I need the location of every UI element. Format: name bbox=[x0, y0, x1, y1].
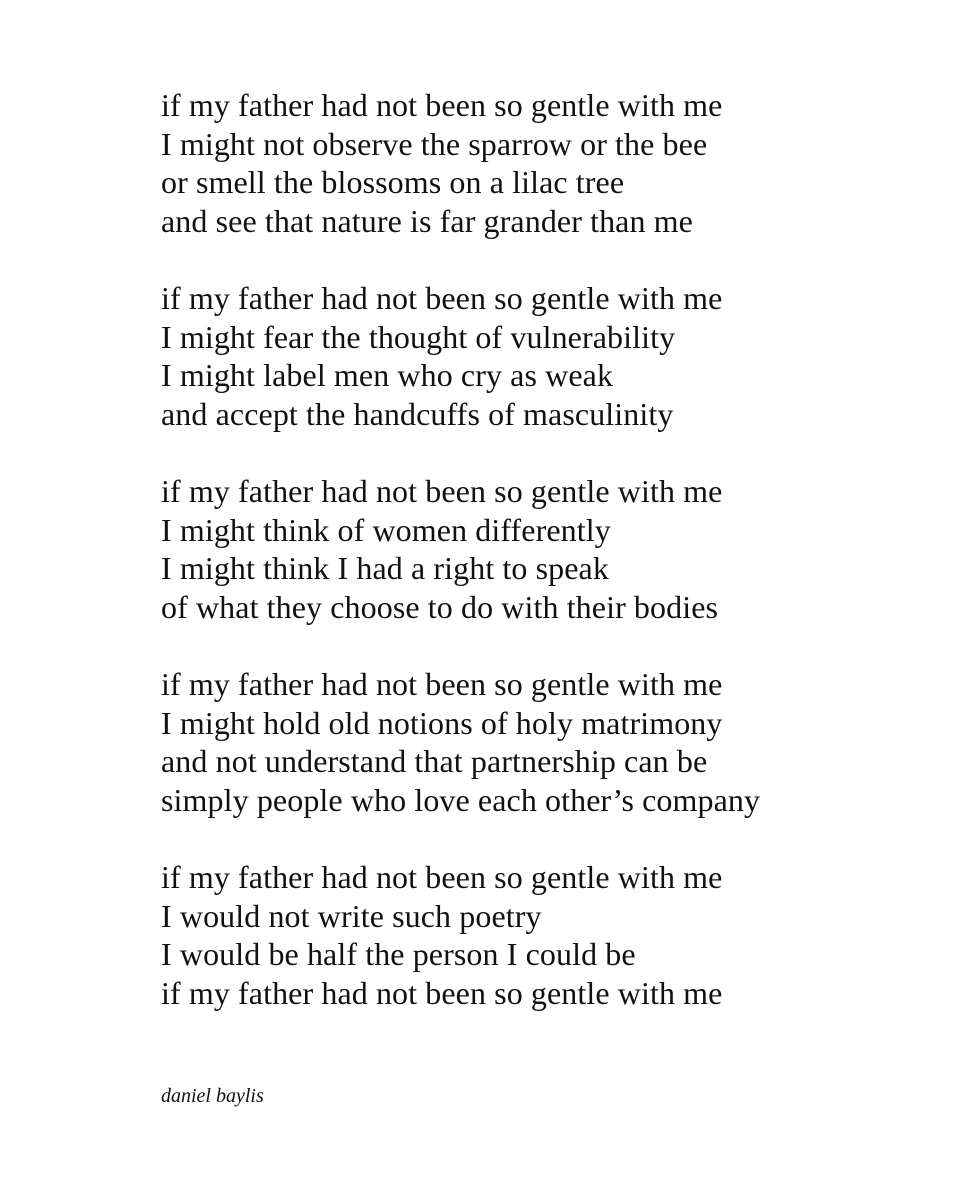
poem-line: and accept the handcuffs of masculinity bbox=[161, 395, 674, 432]
stanza-2 bbox=[161, 279, 941, 433]
poem-line: I might not observe the sparrow or the bee bbox=[161, 125, 708, 162]
stanza-3 bbox=[161, 472, 941, 626]
stanza-5 bbox=[161, 858, 941, 1012]
poem-line: I might fear the thought of vulnerability bbox=[161, 318, 676, 355]
poem-line: if my father had not been so gentle with me bbox=[161, 859, 723, 895]
poem-line: if my father had not been so gentle with me bbox=[161, 280, 723, 316]
poem-body bbox=[161, 86, 941, 1051]
poem-line: I would not write such poetry bbox=[161, 897, 542, 934]
poem-line: I might label men who cry as weak bbox=[161, 357, 614, 393]
author-signature: daniel baylis bbox=[161, 1085, 264, 1107]
poem-line: if my father had not been so gentle with me bbox=[161, 974, 723, 1011]
poem-line: if my father had not been so gentle with me bbox=[161, 87, 723, 123]
poem-line: I might hold old notions of holy matrimony bbox=[161, 704, 723, 741]
poem-line: I would be half the person I could be bbox=[161, 936, 636, 972]
poem-line: and see that nature is far grander than me bbox=[161, 202, 693, 239]
poem-line: simply people who love each other’s company bbox=[161, 781, 761, 818]
poem-line: I might think of women differently bbox=[161, 511, 611, 548]
poem-line: if my father had not been so gentle with me bbox=[161, 666, 723, 702]
poem-line: or smell the blossoms on a lilac tree bbox=[161, 164, 625, 200]
stanza-1 bbox=[161, 86, 941, 240]
poem-line: if my father had not been so gentle with me bbox=[161, 473, 723, 509]
poem-line: I might think I had a right to speak bbox=[161, 550, 609, 586]
stanza-4 bbox=[161, 665, 941, 819]
poem-line: and not understand that partnership can be bbox=[161, 743, 708, 779]
poem-line: of what they choose to do with their bodies bbox=[161, 588, 719, 625]
